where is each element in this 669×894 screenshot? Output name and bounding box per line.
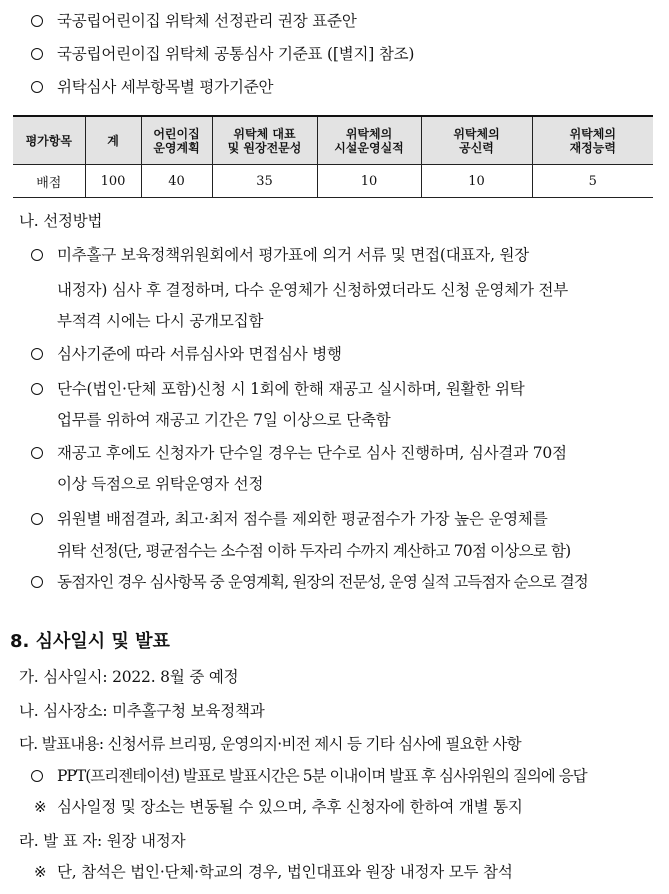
header-cell: 계 [85, 116, 141, 165]
item-ga: 가. 심사일시: 2022. 8월 중 예정 [19, 668, 239, 686]
table-cell: 배점 [13, 165, 85, 198]
header-cell: 위탁체 대표 및 원장전문성 [212, 116, 317, 165]
bullet-circle-icon [31, 513, 43, 525]
bullet-circle-icon [31, 249, 43, 261]
note-text: 심사일정 및 장소는 변동될 수 있으며, 추후 신청자에 한하여 개별 통지 [57, 798, 523, 816]
bullet-text: 재공고 후에도 신청자가 단수일 경우는 단수로 심사 진행하며, 심사결과 70점 [57, 444, 567, 462]
table-cell: 35 [212, 165, 317, 198]
note-mark: ※ [34, 798, 47, 816]
bullet-text-cont: 이상 득점으로 위탁운영자 선정 [57, 475, 264, 493]
bullet-text: 심사기준에 따라 서류심사와 면접심사 병행 [57, 345, 342, 363]
table-cell: 40 [141, 165, 212, 198]
bullet-text: 위원별 배점결과, 최고·최저 점수를 제외한 평균점수가 가장 높은 운영체를 [57, 510, 548, 528]
bullet-circle-icon [31, 81, 43, 93]
note-mark: ※ [34, 863, 47, 881]
section-heading: 8. 심사일시 및 발표 [10, 631, 170, 652]
header-cell: 어린이집 운영계획 [141, 116, 212, 165]
item-ra: 라. 발 표 자: 원장 내정자 [19, 832, 186, 850]
bullet-circle-icon [31, 15, 43, 27]
bullet-circle-icon [31, 447, 43, 459]
bullet-text: 단수(법인·단체 포함)신청 시 1회에 한해 재공고 실시하며, 원활한 위탁 [57, 380, 525, 398]
bullet-circle-icon [31, 383, 43, 395]
note-text: 단, 참석은 법인·단체·학교의 경우, 법인대표와 원장 내정자 모두 참석 [57, 863, 513, 881]
bullet-text: 국공립어린이집 위탁체 선정관리 권장 표준안 [57, 12, 357, 30]
table-cell: 10 [421, 165, 532, 198]
item-na: 나. 심사장소: 미추홀구청 보육정책과 [19, 702, 265, 720]
bullet-text: 동점자인 경우 심사항목 중 운영계획, 원장의 전문성, 운영 실적 고득점자 순으로 결정 [57, 573, 588, 591]
evaluation-score-table [13, 115, 653, 198]
bullet-text: 미추홀구 보육정책위원회에서 평가표에 의거 서류 및 면접(대표자, 원장 [57, 246, 530, 264]
section-title: 나. 선정방법 [19, 212, 103, 230]
bullet-text: 국공립어린이집 위탁체 공통심사 기준표 ([별지] 참조) [57, 45, 415, 63]
bullet-text-cont: 부적격 시에는 다시 공개모집함 [57, 312, 264, 330]
table-cell: 10 [317, 165, 421, 198]
header-cell: 위탁체의 재정능력 [532, 116, 653, 165]
table-header-row [13, 116, 653, 165]
bullet-text: 위탁심사 세부항목별 평가기준안 [57, 78, 274, 96]
header-cell: 위탁체의 시설운영실적 [317, 116, 421, 165]
header-cell: 위탁체의 공신력 [421, 116, 532, 165]
bullet-circle-icon [31, 770, 43, 782]
bullet-circle-icon [31, 48, 43, 60]
bullet-text-cont: 업무를 위하여 재공고 기간은 7일 이상으로 단축함 [57, 411, 391, 429]
bullet-text-cont: 내정자) 심사 후 결정하며, 다수 운영체가 신청하였더라도 신청 운영체가 전부 [57, 281, 569, 299]
bullet-text-cont: 위탁 선정(단, 평균점수는 소수점 이하 두자리 수까지 계산하고 70점 이상으로 함) [57, 542, 571, 560]
table-cell: 5 [532, 165, 653, 198]
table-row [13, 165, 653, 198]
bullet-text: PPT(프리젠테이션) 발표로 발표시간은 5분 이내이며 발표 후 심사위원의 질의에 응답 [57, 767, 587, 785]
header-cell: 평가항목 [13, 116, 85, 165]
table-cell: 100 [85, 165, 141, 198]
bullet-circle-icon [31, 576, 43, 588]
bullet-circle-icon [31, 348, 43, 360]
item-da: 다. 발표내용: 신청서류 브리핑, 운영의지·비전 제시 등 기타 심사에 필요한 사항 [19, 735, 521, 753]
